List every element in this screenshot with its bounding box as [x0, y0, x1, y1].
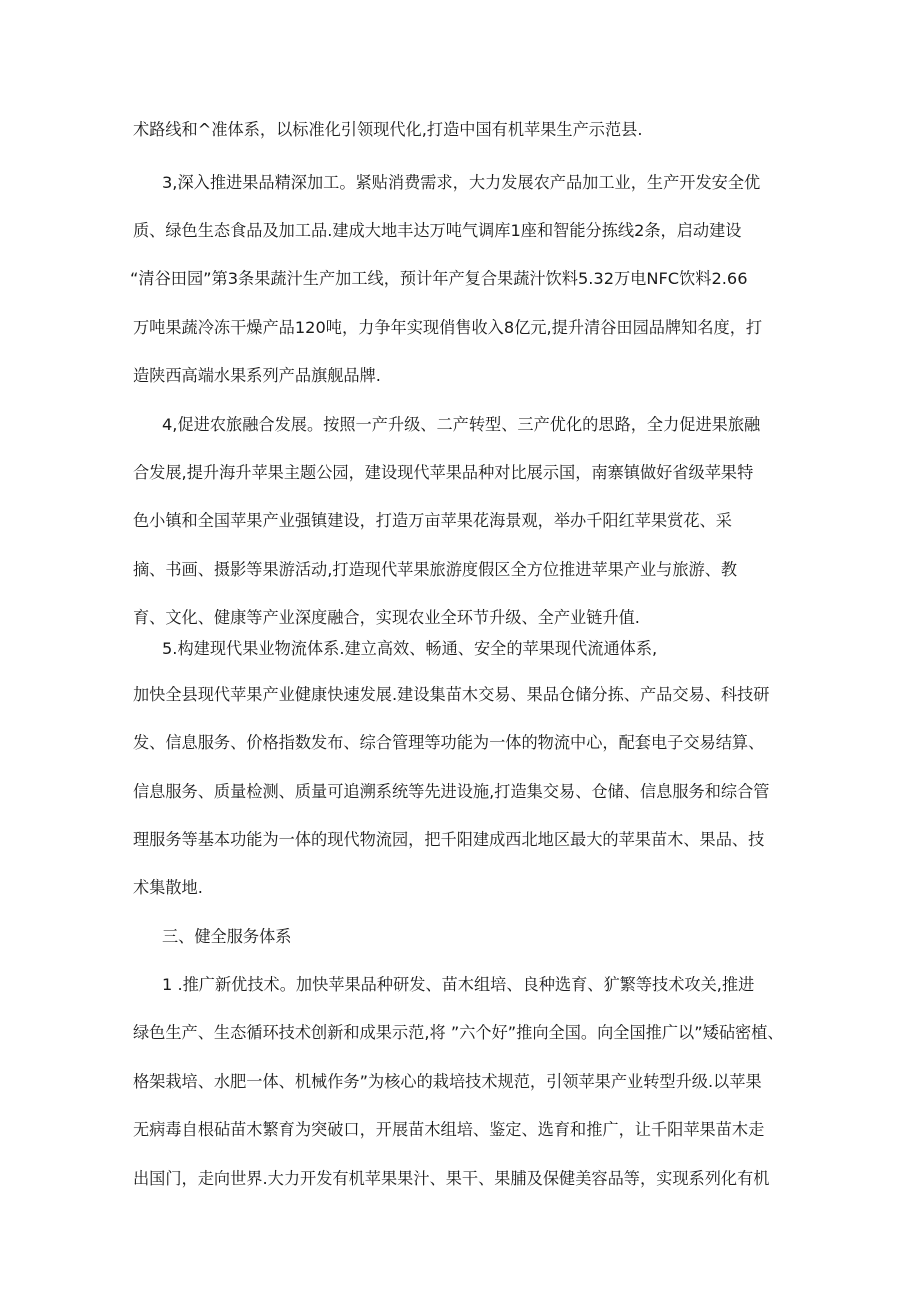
- text-line-3: 质、绿色生态食品及加工品.建成大地丰达万吨气调库1座和智能分拣线2条，启动建设: [133, 221, 742, 240]
- text-line-13: 加快全县现代苹果产业健康快速发展.建设集苗木交易、果品仓储分拣、产品交易、科技研: [133, 685, 770, 704]
- text-line-21: 格架栽培、水肥一体、机械作务”为核心的栽培技术规范，引领苹果产业转型升级.以苹果: [133, 1072, 762, 1091]
- text-line-19: 1 .推广新优技术。加快苹果品种研发、苗木组培、良种选育、犷繁等技术攻关,推进: [162, 975, 755, 994]
- text-line-20: 绿色生产、生态循环技术创新和成果示范,将 ”六个好”推向全国。向全国推广以”矮砧密植、: [133, 1023, 784, 1042]
- text-line-23: 出国门，走向世界.大力开发有机苹果果汁、果干、果脯及保健美容品等，实现系列化有机: [133, 1169, 770, 1188]
- text-line-14: 发、信息服务、价格指数发布、综合管理等功能为一体的物流中心，配套电子交易结算、: [133, 733, 765, 752]
- text-line-7: 4,促进农旅融合发展。按照一产升级、二产转型、三产优化的思路，全力促进果旅融: [162, 415, 761, 434]
- text-line-9: 色小镇和全国苹果产业强镇建设，打造万亩苹果花海景观，举办千阳红苹果赏花、采: [133, 511, 732, 530]
- text-line-11: 育、文化、健康等产业深度融合，实现农业全环节升级、全产业链升值.: [133, 608, 640, 627]
- text-line-4: “清谷田园”第3条果蔬汁生产加工线，预计年产复合果蔬汁饮料5.32万电NFC饮料2.66: [130, 269, 748, 288]
- text-line-2: 3,深入推进果品精深加工。紧贴消费需求，大力发展农产品加工业，生产开发安全优: [162, 173, 761, 192]
- text-line-6: 造陕西高端水果系列产品旗舰品牌.: [133, 366, 381, 385]
- text-line-8: 合发展,提升海升苹果主题公园，建设现代苹果品种对比展示国，南寨镇做好省级苹果特: [133, 463, 754, 482]
- text-line-15: 信息服务、质量检测、质量可追溯系统等先进设施,打造集交易、仓储、信息服务和综合管: [133, 782, 770, 801]
- text-line-16: 理服务等基本功能为一体的现代物流园，把千阳建成西北地区最大的苹果苗木、果品、技: [133, 830, 765, 849]
- text-line-5: 万吨果蔬冷冻干燥产品120吨，力争年实现俏售收入8亿元,提升清谷田园品牌知名度，打: [133, 318, 763, 337]
- text-line-17: 术集散地.: [133, 878, 203, 897]
- text-line-1: 术路线和^准体系，以标准化引领现代化,打造中国有机苹果生产示范县.: [133, 120, 643, 139]
- text-line-10: 摘、书画、摄影等果游活动,打造现代苹果旅游度假区全方位推进苹果产业与旅游、教: [133, 560, 738, 579]
- text-line-12: 5.构建现代果业物流体系.建立高效、畅通、安全的苹果现代流通体系,: [162, 639, 658, 658]
- section-heading: 三、健全服务体系: [162, 927, 292, 946]
- text-line-22: 无病毒自根砧苗木繁育为突破口，开展苗木组培、鉴定、选育和推广，让千阳苹果苗木走: [133, 1120, 765, 1139]
